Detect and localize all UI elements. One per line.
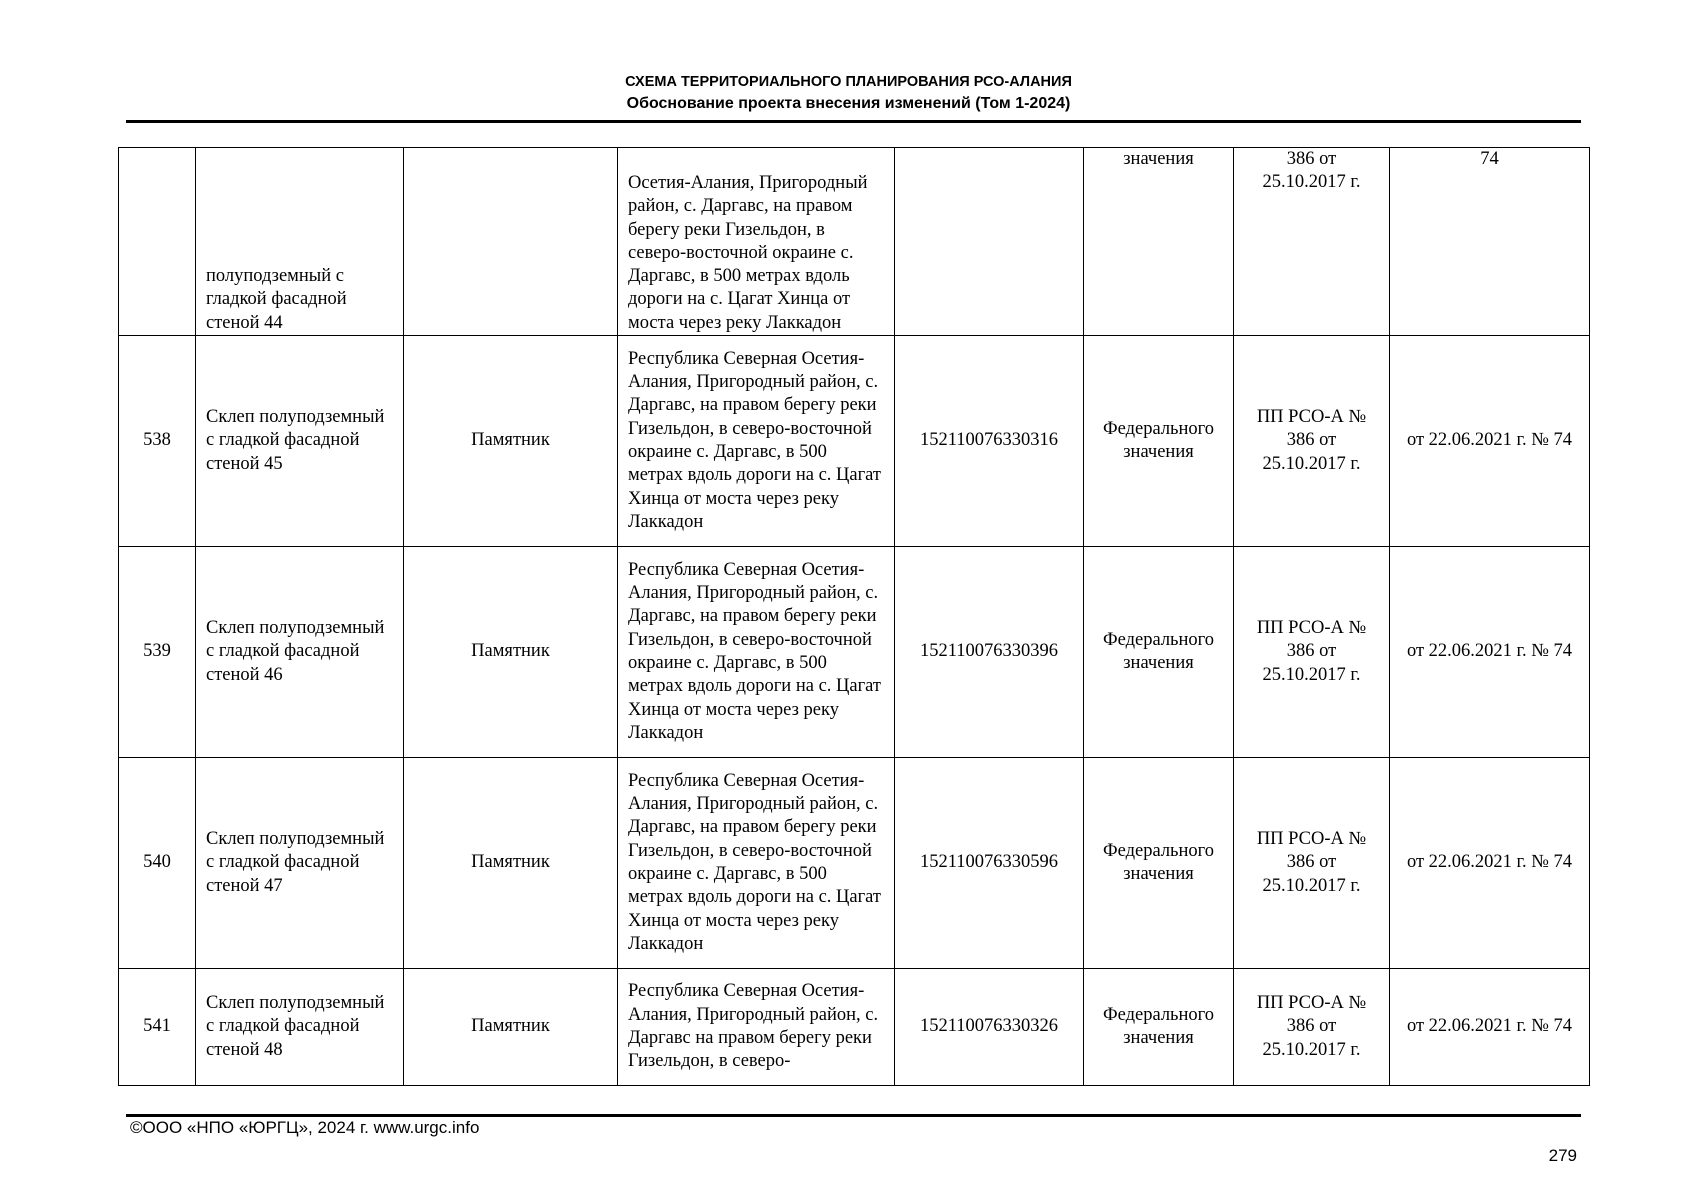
address-cell: Республика Северная Осетия-Алания, Пригородный район, с. Даргавс, на правом берегу реки Гизельдон, в северо-восточной окраине с. Даргавс, в 500 метрах вдоль дороги на с. Цагат Хинца от моста через реку Лаккадон [618, 547, 895, 758]
object-type-cell: Памятник [404, 336, 618, 547]
decree-cell: ПП РСО-А № 386 от 25.10.2017 г. [1234, 336, 1390, 547]
document-title: СХЕМА ТЕРРИТОРИАЛЬНОГО ПЛАНИРОВАНИЯ РСО-АЛАНИЯ [625, 74, 1072, 90]
row-number-cell: 539 [119, 547, 196, 758]
row-number-cell: 540 [119, 758, 196, 969]
registry-number-cell: 152110076330396 [895, 547, 1084, 758]
table-row [119, 148, 1590, 336]
order-cell: 74 [1390, 148, 1590, 336]
decree-cell: ПП РСО-А № 386 от 25.10.2017 г. [1234, 758, 1390, 969]
object-name-cell: полуподземный с гладкой фасадной стеной 44 [196, 148, 404, 336]
decree-cell: 386 от 25.10.2017 г. [1234, 148, 1390, 336]
object-type-cell: Памятник [404, 758, 618, 969]
registry-number-cell: 152110076330596 [895, 758, 1084, 969]
registry-number-cell: 152110076330316 [895, 336, 1084, 547]
registry-number-cell [895, 148, 1084, 336]
order-cell: от 22.06.2021 г. № 74 [1390, 547, 1590, 758]
page-header [0, 71, 1697, 115]
address-cell: Республика Северная Осетия-Алания, Пригородный район, с. Даргавс, на правом берегу реки Гизельдон, в северо-восточной окраине с. Даргавс, в 500 метрах вдоль дороги на с. Цагат Хинца от моста через реку Лаккадон [618, 758, 895, 969]
document-subtitle: Обоснование проекта внесения изменений (Том 1-2024) [626, 95, 1071, 112]
table-row [119, 758, 1590, 969]
table-row [119, 969, 1590, 1086]
object-name-cell: Склеп полуподземный с гладкой фасадной стеной 45 [196, 336, 404, 547]
object-type-cell [404, 148, 618, 336]
order-cell: от 22.06.2021 г. № 74 [1390, 758, 1590, 969]
object-name-cell: Склеп полуподземный с гладкой фасадной стеной 48 [196, 969, 404, 1086]
object-name-cell: Склеп полуподземный с гладкой фасадной стеной 46 [196, 547, 404, 758]
table-row [119, 547, 1590, 758]
footer-divider [126, 1114, 1581, 1117]
registry-number-cell: 152110076330326 [895, 969, 1084, 1086]
address-cell: Осетия-Алания, Пригородный район, с. Даргавс, на правом берегу реки Гизельдон, в северо-восточной окраине с. Даргавс, в 500 метрах вдоль дороги на с. Цагат Хинца от моста через реку Лаккадон [618, 148, 895, 336]
category-cell: Федерального значения [1084, 547, 1234, 758]
heritage-objects-table [118, 147, 1590, 1086]
object-type-cell: Памятник [404, 969, 618, 1086]
decree-cell: ПП РСО-А № 386 от 25.10.2017 г. [1234, 969, 1390, 1086]
object-name-cell: Склеп полуподземный с гладкой фасадной стеной 47 [196, 758, 404, 969]
category-cell: Федерального значения [1084, 758, 1234, 969]
table-body [119, 148, 1590, 1086]
category-cell: значения [1084, 148, 1234, 336]
row-number-cell: 541 [119, 969, 196, 1086]
object-type-cell: Памятник [404, 547, 618, 758]
table-row [119, 336, 1590, 547]
decree-cell: ПП РСО-А № 386 от 25.10.2017 г. [1234, 547, 1390, 758]
footer-copyright: ©ООО «НПО «ЮРГЦ», 2024 г. www.urgc.info [130, 1118, 480, 1137]
address-cell: Республика Северная Осетия-Алания, Пригородный район, с. Даргавс, на правом берегу реки Гизельдон, в северо-восточной окраине с. Даргавс, в 500 метрах вдоль дороги на с. Цагат Хинца от моста через реку Лаккадон [618, 336, 895, 547]
page-number: 279 [1548, 1146, 1577, 1165]
row-number-cell: 538 [119, 336, 196, 547]
header-divider [126, 120, 1581, 123]
category-cell: Федерального значения [1084, 969, 1234, 1086]
category-cell: Федерального значения [1084, 336, 1234, 547]
order-cell: от 22.06.2021 г. № 74 [1390, 336, 1590, 547]
address-cell: Республика Северная Осетия-Алания, Пригородный район, с. Даргавс на правом берегу реки Гизельдон, в северо- [618, 969, 895, 1086]
row-number-cell [119, 148, 196, 336]
order-cell: от 22.06.2021 г. № 74 [1390, 969, 1590, 1086]
